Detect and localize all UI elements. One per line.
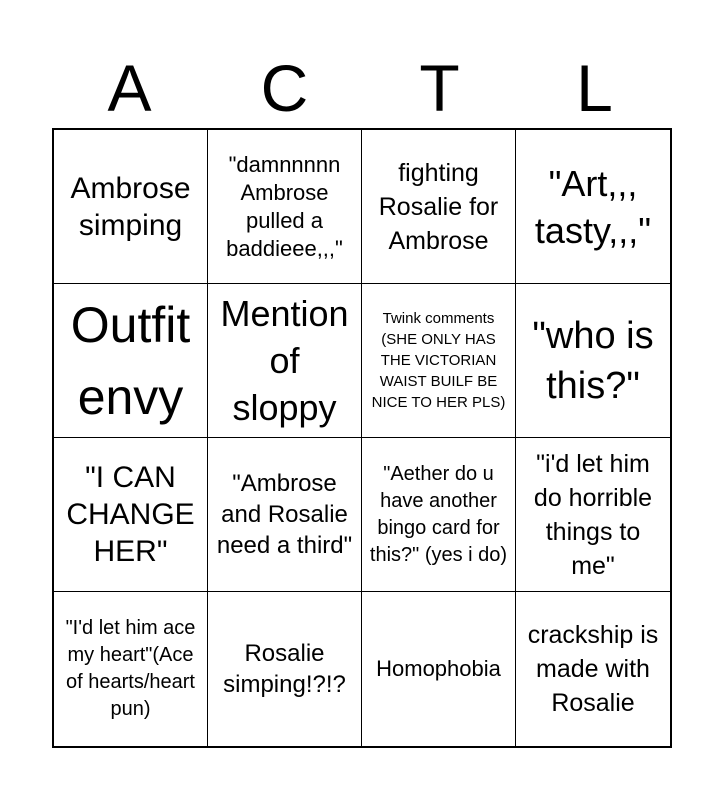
bingo-cell-3-1[interactable] (54, 438, 208, 592)
bingo-cell-4-4[interactable] (516, 592, 670, 746)
header-letter-a: A (107, 51, 152, 125)
bingo-cell-1-3[interactable] (362, 130, 516, 284)
bingo-cell-4-1[interactable] (54, 592, 208, 746)
bingo-cell-1-1[interactable] (54, 130, 208, 284)
cell-text: Outfit envy (70, 296, 191, 425)
cell-text: "Art,,, tasty,,," (534, 162, 652, 251)
bingo-header (52, 48, 672, 128)
cell-text: Homophobia (376, 656, 501, 681)
header-letter-c: C (260, 51, 309, 125)
bingo-cell-3-4[interactable] (516, 438, 670, 592)
bingo-cell-2-4[interactable] (516, 284, 670, 438)
cell-text: "Aether do u have another bingo card for this?" (yes i do) (369, 462, 508, 566)
bingo-cell-2-2[interactable] (208, 284, 362, 438)
cell-text: "who is this?" (532, 314, 654, 407)
bingo-grid (52, 128, 672, 748)
cell-text: crackship is made with Rosalie (527, 621, 659, 717)
bingo-cell-2-3[interactable] (362, 284, 516, 438)
cell-text: Rosalie simping!?!? (223, 640, 346, 698)
header-letter-l: L (576, 51, 613, 125)
bingo-cell-2-1[interactable] (54, 284, 208, 438)
cell-text: "damnnnnn Ambrose pulled a baddieee,,," (226, 151, 343, 261)
cell-text: fighting Rosalie for Ambrose (378, 158, 499, 255)
bingo-cell-4-3[interactable] (362, 592, 516, 746)
bingo-cell-3-3[interactable] (362, 438, 516, 592)
bingo-cell-3-2[interactable] (208, 438, 362, 592)
bingo-cell-1-2[interactable] (208, 130, 362, 284)
bingo-cell-1-4[interactable] (516, 130, 670, 284)
cell-text: "i'd let him do horrible things to me" (533, 449, 653, 580)
header-letter-t: T (419, 51, 460, 125)
cell-text: "I'd let him ace my heart"(Ace of hearts/heart pun) (65, 617, 196, 720)
cell-text: Mention of sloppy (220, 293, 349, 428)
cell-text: Ambrose simping (70, 171, 191, 242)
cell-text: "I CAN CHANGE HER" (66, 461, 195, 568)
cell-text: Twink comments (SHE ONLY HAS THE VICTORIAN WAIST BUILF BE NICE TO HER PLS) (371, 310, 506, 411)
bingo-cell-4-2[interactable] (208, 592, 362, 746)
cell-text: "Ambrose and Rosalie need a third" (216, 470, 353, 559)
